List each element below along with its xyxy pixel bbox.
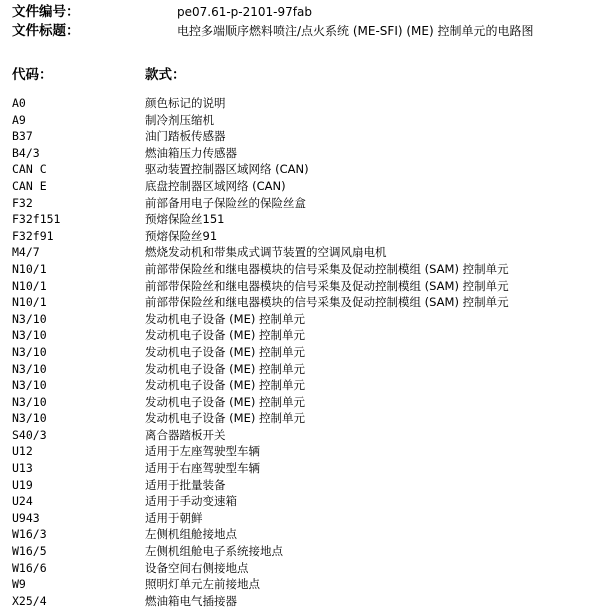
list-item [0, 294, 600, 311]
component-code: N3/10 [12, 394, 47, 409]
component-description: 燃烧发动机和带集成式调节装置的空调风扇电机 [145, 245, 387, 260]
component-description: 照明灯单元左前接地点 [145, 577, 260, 592]
component-code: M4/7 [12, 245, 40, 260]
component-code: N10/1 [12, 278, 47, 293]
component-description: 发动机电子设备 (ME) 控制单元 [145, 361, 305, 376]
list-item [0, 244, 600, 261]
doc-title-row [12, 22, 592, 40]
list-item [0, 460, 600, 477]
component-code: F32f151 [12, 212, 61, 227]
list-item [0, 477, 600, 494]
component-code: CAN E [12, 178, 47, 193]
component-code: N3/10 [12, 378, 47, 393]
list-item [0, 394, 600, 411]
component-description: 发动机电子设备 (ME) 控制单元 [145, 378, 305, 393]
component-code: W9 [12, 577, 26, 592]
component-code: N3/10 [12, 311, 47, 326]
list-item [0, 543, 600, 560]
list-item [0, 278, 600, 295]
component-description: 左侧机组舱电子系统接地点 [145, 544, 283, 559]
component-description: 适用于手动变速箱 [145, 494, 237, 509]
component-description: 发动机电子设备 (ME) 控制单元 [145, 328, 305, 343]
component-description: 底盘控制器区域网络 (CAN) [145, 178, 286, 193]
component-code: N3/10 [12, 361, 47, 376]
component-description: 左侧机组舱接地点 [145, 527, 237, 542]
component-description: 发动机电子设备 (ME) 控制单元 [145, 394, 305, 409]
component-code: F32f91 [12, 228, 54, 243]
component-code: B4/3 [12, 145, 40, 160]
component-description: 发动机电子设备 (ME) 控制单元 [145, 344, 305, 359]
component-code: U13 [12, 461, 33, 476]
component-description: 发动机电子设备 (ME) 控制单元 [145, 411, 305, 426]
list-item [0, 593, 600, 607]
component-description: 发动机电子设备 (ME) 控制单元 [145, 311, 305, 326]
list-item [0, 560, 600, 577]
component-description: 适用于朝鲜 [145, 510, 203, 525]
component-description: 适用于右座驾驶型车辆 [145, 461, 260, 476]
component-description: 前部带保险丝和继电器模块的信号采集及促动控制模组 (SAM) 控制单元 [145, 261, 509, 276]
doc-title-label: 文件标题： [12, 23, 80, 39]
list-item [0, 377, 600, 394]
list-item [0, 344, 600, 361]
component-code: A0 [12, 96, 26, 110]
component-description: 前部备用电子保险丝的保险丝盒 [145, 195, 306, 210]
component-description: 适用于左座驾驶型车辆 [145, 444, 260, 459]
component-code: U19 [12, 477, 33, 492]
list-item [0, 112, 600, 129]
list-item [0, 311, 600, 328]
component-description: 适用于批量装备 [145, 477, 226, 492]
component-description: 前部带保险丝和继电器模块的信号采集及促动控制模组 (SAM) 控制单元 [145, 278, 509, 293]
component-description: 离合器踏板开关 [145, 427, 226, 442]
doc-number-row [12, 3, 592, 21]
list-item [0, 327, 600, 344]
list-item [0, 576, 600, 593]
component-code: N3/10 [12, 344, 47, 359]
component-code: W16/6 [12, 560, 47, 575]
component-code: W16/3 [12, 527, 47, 542]
component-code: U24 [12, 494, 33, 509]
list-item [0, 161, 600, 178]
list-item [0, 361, 600, 378]
list-item [0, 145, 600, 162]
component-description: 前部带保险丝和继电器模块的信号采集及促动控制模组 (SAM) 控制单元 [145, 295, 509, 310]
component-code: A9 [12, 112, 26, 127]
component-code: F32 [12, 195, 33, 210]
component-code: N3/10 [12, 411, 47, 426]
list-item [0, 195, 600, 212]
component-description: 驱动装置控制器区域网络 (CAN) [145, 162, 309, 177]
list-item [0, 261, 600, 278]
component-list [0, 95, 600, 607]
component-code: U12 [12, 444, 33, 459]
list-item [0, 493, 600, 510]
component-code: X25/4 [12, 593, 47, 607]
component-description: 燃油箱压力传感器 [145, 145, 237, 160]
component-code: N10/1 [12, 295, 47, 310]
component-description: 颜色标记的说明 [145, 96, 226, 110]
component-code: N3/10 [12, 328, 47, 343]
doc-number-value: pe07.61-p-2101-97fab [177, 5, 312, 19]
component-code: CAN C [12, 162, 47, 177]
list-item [0, 410, 600, 427]
list-item [0, 228, 600, 245]
list-item [0, 510, 600, 527]
component-code: N10/1 [12, 261, 47, 276]
component-description: 设备空间右侧接地点 [145, 560, 249, 575]
component-code: U943 [12, 510, 40, 525]
code-column-header: 代码： [12, 67, 53, 83]
component-description: 油门踏板传感器 [145, 129, 226, 144]
model-column-header: 款式： [145, 67, 186, 83]
component-description: 预熔保险丝151 [145, 212, 225, 227]
list-item [0, 427, 600, 444]
list-item [0, 178, 600, 195]
list-item [0, 443, 600, 460]
component-code: B37 [12, 129, 33, 144]
doc-title-value: 电控多端顺序燃料喷注/点火系统 (ME-SFI) (ME) 控制单元的电路图 [177, 24, 534, 38]
list-item [0, 211, 600, 228]
component-code: W16/5 [12, 544, 47, 559]
component-description: 预熔保险丝91 [145, 228, 218, 243]
list-item [0, 128, 600, 145]
list-item [0, 95, 600, 112]
component-description: 制冷剂压缩机 [145, 112, 214, 127]
doc-number-label: 文件编号： [12, 4, 80, 20]
list-item [0, 526, 600, 543]
component-code: S40/3 [12, 427, 47, 442]
component-description: 燃油箱电气插接器 [145, 593, 237, 607]
